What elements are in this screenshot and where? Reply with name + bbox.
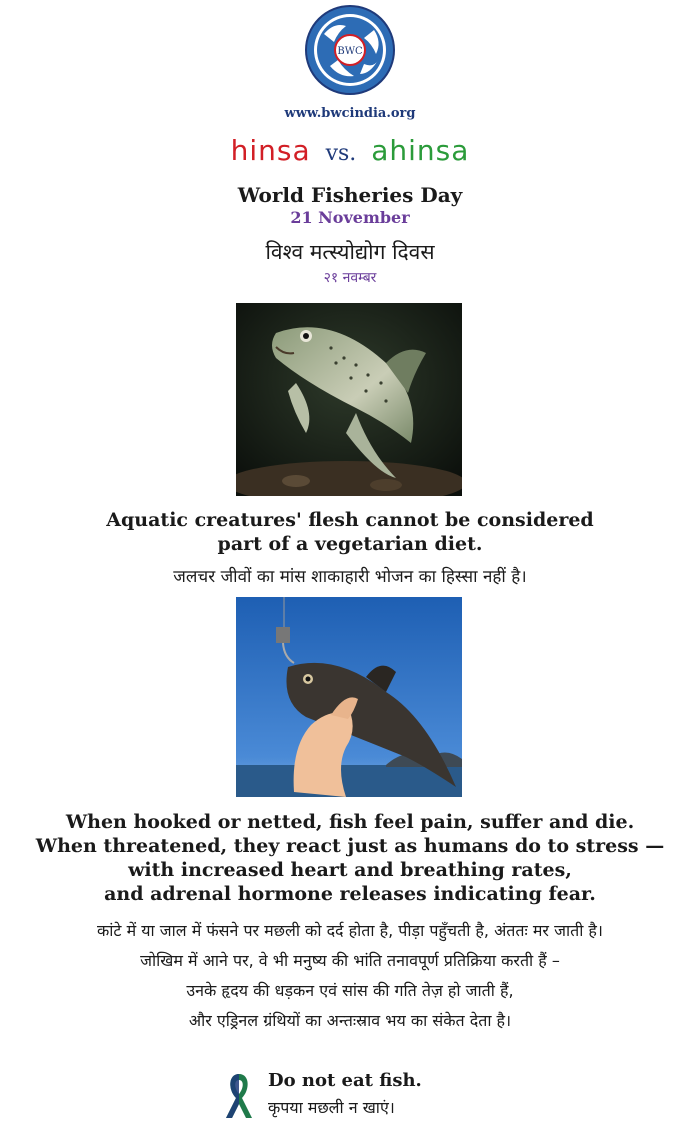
- event-date-hindi: २१ नवम्बर: [323, 270, 377, 286]
- event-date: 21 November: [290, 208, 410, 227]
- paragraph-english-line: with increased heart and breathing rates,: [128, 859, 572, 881]
- awareness-ribbon-icon: [222, 1070, 256, 1120]
- bwc-logo-icon: [304, 4, 396, 96]
- paragraph-english: [0, 810, 700, 906]
- svg-text:BWC: BWC: [337, 46, 363, 57]
- website-url: www.bwcindia.org: [284, 106, 416, 121]
- paragraph-english-line: When threatened, they react just as humans do to stress —: [35, 835, 665, 857]
- caption-english-line-2: part of a vegetarian diet.: [217, 533, 483, 555]
- event-title-hindi: विश्व मत्स्योद्योग दिवस: [265, 240, 435, 264]
- tagline: [0, 134, 700, 171]
- paragraph-hindi-line: उनके हृदय की धड़कन एवं सांस की गति तेज़ हो जाती हैं,: [186, 981, 514, 1000]
- paragraph-english-line: and adrenal hormone releases indicating fear.: [104, 883, 596, 905]
- trout-photo: [236, 303, 462, 496]
- cta-hindi: कृपया मछली न खाएं।: [268, 1098, 395, 1117]
- caption-english: [0, 508, 700, 556]
- paragraph-hindi-line: कांटे में या जाल में फंसने पर मछली को दर्द होता है, पीड़ा पहुँचती है, अंततः मर जाती है।: [97, 921, 603, 940]
- paragraph-hindi-line: और एड्रिनल ग्रंथियों का अन्तःस्राव भय का संकेत देता है।: [188, 1011, 512, 1030]
- caption-hindi: जलचर जीवों का मांस शाकाहारी भोजन का हिस्सा नहीं है।: [173, 567, 527, 587]
- tagline-vs: vs.: [325, 141, 357, 166]
- paragraph-english-line: When hooked or netted, fish feel pain, suffer and die.: [65, 811, 635, 833]
- hooked-fish-photo: [236, 597, 462, 797]
- cta-english: Do not eat fish.: [268, 1070, 422, 1091]
- tagline-hinsa: hinsa: [230, 134, 311, 167]
- paragraph-hindi-line: जोखिम में आने पर, वे भी मनुष्य की भांति तनावपूर्ण प्रतिक्रिया करती हैं –: [140, 951, 560, 970]
- tagline-ahinsa: ahinsa: [371, 134, 470, 167]
- paragraph-hindi: [0, 916, 700, 1036]
- caption-english-line-1: Aquatic creatures' flesh cannot be considered: [106, 509, 594, 531]
- event-title: World Fisheries Day: [237, 183, 463, 207]
